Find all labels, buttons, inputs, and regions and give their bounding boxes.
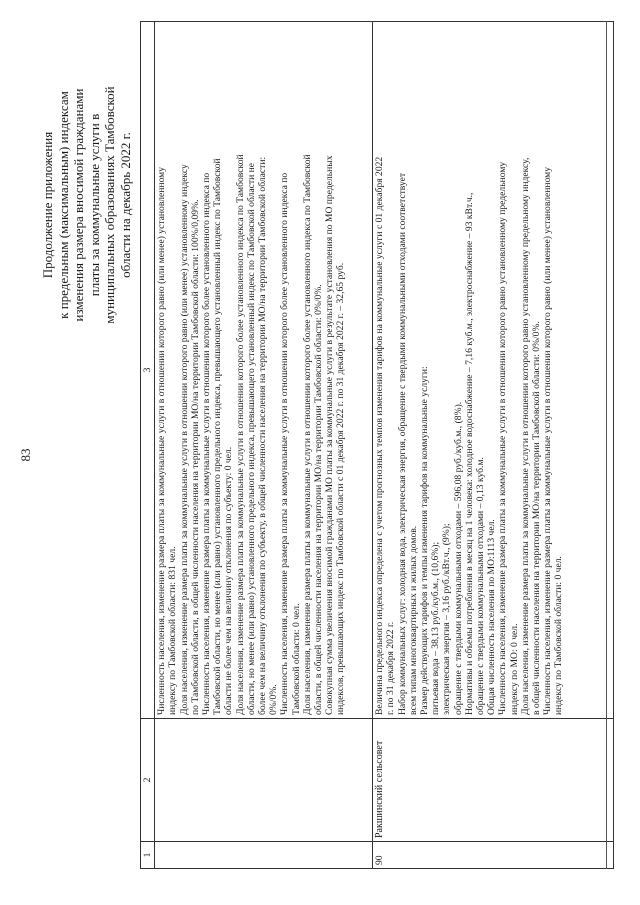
- text-line: Размер действующих тарифов и темпы изменения тарифов на коммунальные услуги:: [419, 366, 431, 715]
- table-row: [373, 22, 614, 869]
- text-line: 0%/0%.: [268, 684, 280, 715]
- text-line: Набор коммунальных услуг: холодная вода, электрическая энергия, обращение с твердыми коммунальными отходами соответствует: [396, 172, 408, 715]
- appendix-title-line: муниципальных образованиях Тамбовской: [102, 86, 117, 324]
- municipality-name: Ракшинский сельсовет: [373, 719, 614, 842]
- row-number: [155, 842, 373, 869]
- indices-table: [140, 21, 614, 869]
- text-line: по Тамбовской области, в общей численности населения на территории МО/на территории Тамбовской области: 100%/0,09%.: [189, 199, 201, 715]
- description-cell: [155, 22, 373, 719]
- municipality-name: [155, 719, 373, 842]
- appendix-title-line: платы за коммунальные услуги в: [86, 113, 102, 297]
- text-line: Численность населения, изменение размера платы за коммунальные услуги в отношении которого более установленного индекса по: [201, 172, 213, 715]
- text-line: индексу по Тамбовской области: 831 чел.: [167, 546, 179, 715]
- text-line: обращение с твердыми коммунальными отходами – 596,08 руб./куб.м., (8%).: [452, 401, 464, 715]
- header-cell: 3: [141, 22, 155, 719]
- appendix-title-line: области на декабрь 2022 г.: [117, 132, 133, 278]
- text-line: области, но менее (или равно) установленного предельного индекса, превышающего установленный индекс по Тамбовской области не: [245, 162, 257, 715]
- text-line: Тамбовской области, но менее (или равно) установленного предельного индекса, превышающего установленный индекс по Тамбовской: [212, 158, 224, 715]
- text-line: индексу по Тамбовской области: 0 чел.: [553, 556, 565, 715]
- appendix-title: [40, 25, 133, 385]
- text-line: Доля населения, изменение размера платы за коммунальные услуги в отношении которого равно (или менее) установленному индексу: [178, 164, 190, 715]
- text-line: Численность населения, изменение размера платы за коммунальные услуги в отношении которого равно (или менее) установленному: [156, 166, 168, 715]
- appendix-title-line: изменения размера вносимой гражданами: [71, 88, 86, 322]
- text-line: Совокупная сумма увеличения вносимой гражданами МО платы за коммунальные услуги в результате установления по МО предельных: [324, 155, 336, 715]
- row-number: 90: [373, 842, 614, 869]
- text-line: обращение с твердыми коммунальными отходами – 0,13 куб.м.: [475, 457, 487, 715]
- text-line: г. по 31 декабря 2022 г.: [385, 621, 397, 715]
- page-bottom-rule: [606, 21, 607, 869]
- text-line: Тамбовской области: 0 чел.: [290, 603, 302, 715]
- text-line: более чем на величину отклонения по субъекту, в общей численности населения на территории МО/на территории Тамбовской области:: [257, 156, 269, 715]
- text-line: Доля населения, изменение размера платы за коммунальные услуги в отношении которого более установленного индекса по Тамбовской: [301, 154, 313, 715]
- text-line: в общей численности населения на территории МО/на территории Тамбовской области: 0%/0%.: [531, 321, 543, 715]
- appendix-title-line: к предельным (максимальным) индексам: [55, 91, 71, 319]
- description-cell: [373, 22, 614, 719]
- text-line: электрическая энергия – 3,16 руб./кВт.ч., (9%);: [441, 523, 453, 715]
- text-line: Доля населения, изменение размера платы за коммунальные услуги в отношении которого более установленного индекса по Тамбовской: [234, 154, 246, 715]
- appendix-title-line: Продолжение приложения: [40, 131, 55, 279]
- text-line: Численность населения, изменение размера платы за коммунальные услуги в отношении которого более установленного индекса по: [279, 172, 291, 715]
- text-line: Нормативы и объемы потребления в месяц на 1 человека: холодное водоснабжение – 7,16 куб.м., электроснабжение – 93 кВт.ч.,: [463, 192, 475, 715]
- text-line: индексов, превышающих индекс по Тамбовской области с 01 декабря 2022 г. по 31 декабря 2022 г. – 32,65 руб.: [335, 262, 347, 715]
- text-line: Величина предельного индекса определена с учетом прогнозных темпов изменения тарифов на коммунальные услуги с 01 декабря 2022: [374, 156, 386, 715]
- text-line: области не более чем на величину отклонения по субъекту: 0 чел.: [223, 446, 235, 715]
- text-line: Доля населения, изменение размера платы за коммунальные услуги в отношении которого равно установленному предельному индексу,: [519, 157, 531, 715]
- text-line: Численность населения, изменение размера платы за коммунальные услуги в отношении которого равно установленному предельному: [497, 161, 509, 715]
- page-number: 83: [18, 448, 33, 462]
- header-cell: 2: [141, 719, 155, 842]
- table-header-row: [141, 22, 155, 869]
- header-cell: 1: [141, 842, 155, 869]
- text-line: Общая численность населения по МО:1113 чел.: [486, 519, 498, 715]
- text-line: индексу по МО: 0 чел.: [508, 623, 520, 715]
- text-line: Численность населения, изменение размера платы за коммунальные услуги в отношении которого равно (или менее) установленному: [542, 166, 554, 715]
- text-line: всем типам многоквартирных и жилых домов.: [407, 525, 419, 715]
- text-line: питьевая вода – 38,13 руб./куб.м., (10,6%);: [430, 541, 442, 715]
- text-line: области, в общей численности населения на территории МО/на территории Тамбовской области: 0%/0%.: [313, 284, 325, 715]
- table-row: [155, 22, 373, 869]
